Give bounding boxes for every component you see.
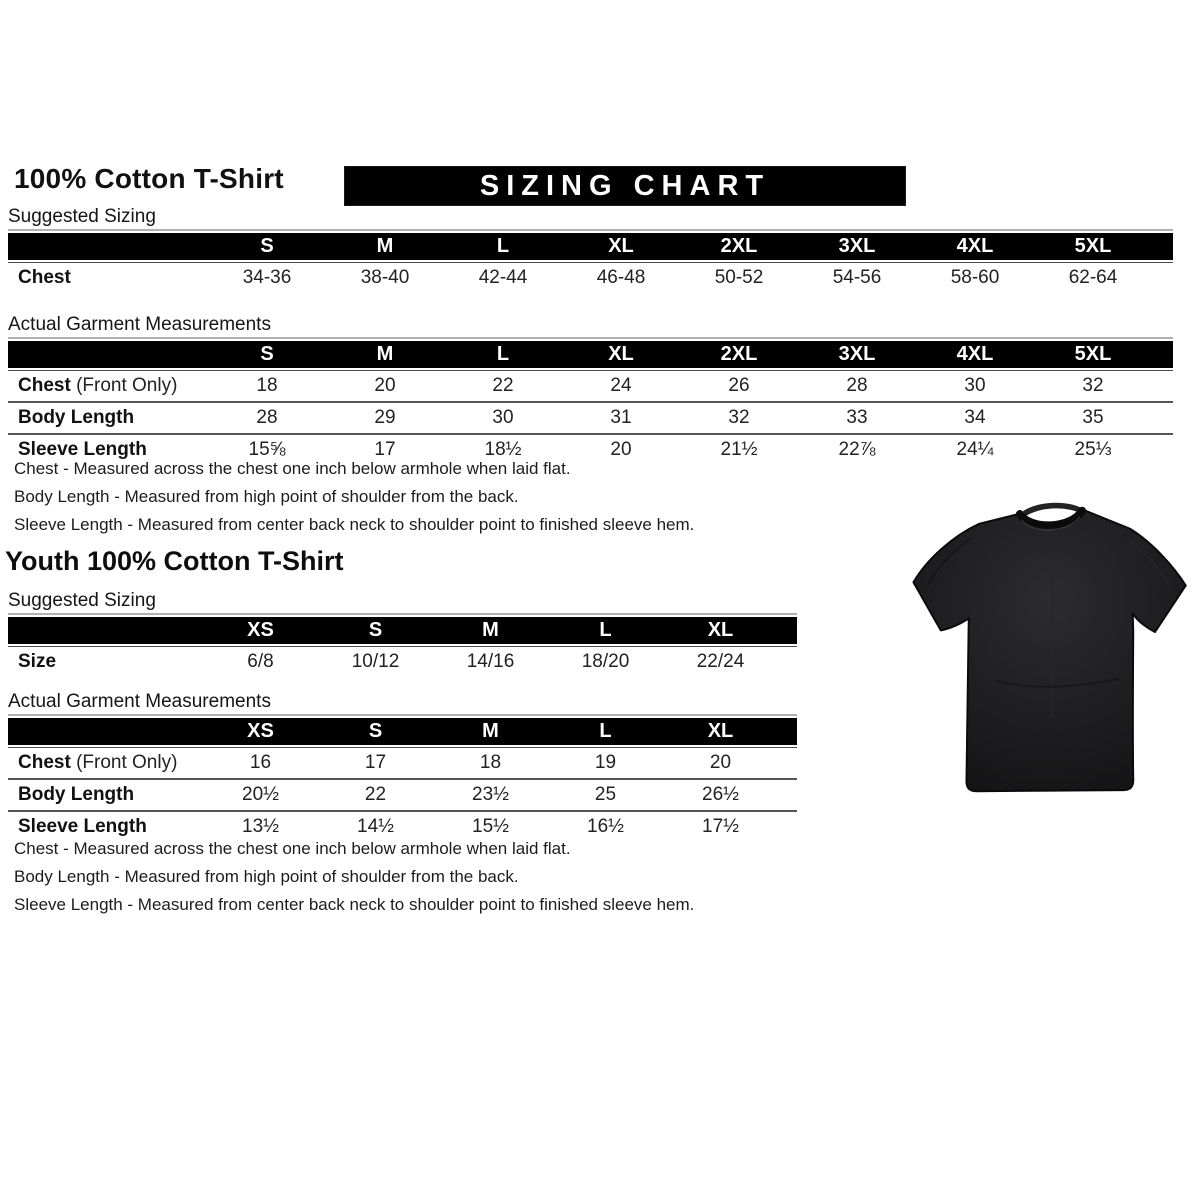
adult-actual-table <box>8 337 1173 465</box>
measurement-value: 54-56 <box>832 267 882 288</box>
size-column-header: L <box>496 235 510 257</box>
youth-actual-header-row <box>8 718 797 745</box>
table-row-body-length <box>8 778 797 810</box>
youth-section-title: Youth 100% Cotton T-Shirt <box>5 546 344 576</box>
size-column-header: S <box>368 720 383 742</box>
note-body-length: Body Length - Measured from high point of shoulder from the back. <box>14 867 519 886</box>
measurement-value: 23½ <box>472 784 509 805</box>
size-column-header: L <box>599 720 612 742</box>
table-row-chest <box>8 748 797 778</box>
size-column-header: L <box>599 619 612 641</box>
adult-actual-header-row <box>8 341 1173 368</box>
page-title: 100% Cotton T-Shirt <box>14 163 284 194</box>
size-column-header: 2XL <box>720 343 758 365</box>
measurement-value: 24¼ <box>956 439 994 460</box>
measurement-value: 17½ <box>702 816 739 837</box>
table-row-size <box>8 647 797 677</box>
measurement-value: 10/12 <box>351 651 400 672</box>
measurement-value: 38-40 <box>360 267 410 288</box>
row-label: Sleeve Length <box>18 816 147 837</box>
measurement-value: 21½ <box>720 439 758 460</box>
table-row-chest <box>8 371 1173 401</box>
note-sleeve-length: Sleeve Length - Measured from center back neck to shoulder point to finished sleeve hem. <box>14 515 695 534</box>
measurement-notes-youth <box>14 840 794 924</box>
measurement-notes-adult <box>14 460 794 544</box>
row-label: Chest (Front Only) <box>18 752 178 773</box>
measurement-value: 16½ <box>587 816 624 837</box>
table-row-body-length <box>8 401 1173 433</box>
row-label: Body Length <box>18 784 135 805</box>
youth-actual-table <box>8 714 797 842</box>
adult-suggested-label: Suggested Sizing <box>8 206 156 227</box>
measurement-value: 14½ <box>357 816 394 837</box>
measurement-value: 20 <box>374 375 396 396</box>
adult-suggested-header-row <box>8 233 1173 260</box>
measurement-value: 25 <box>594 784 617 805</box>
measurement-value: 17 <box>364 752 387 773</box>
youth-suggested-header-row <box>8 617 797 644</box>
measurement-value: 50-52 <box>714 267 764 288</box>
measurement-value: 32 <box>728 407 750 428</box>
size-column-header: XS <box>247 619 274 641</box>
measurement-value: 24 <box>610 375 632 396</box>
size-column-header: S <box>260 235 274 257</box>
measurement-value: 31 <box>610 407 632 428</box>
row-label: Chest <box>18 267 71 288</box>
tshirt-graphic <box>897 479 1193 805</box>
measurement-value: 28 <box>846 375 868 396</box>
sizing-chart-banner <box>345 167 905 205</box>
size-column-header: S <box>260 343 274 365</box>
youth-suggested-table <box>8 613 797 677</box>
size-column-header: M <box>482 619 499 641</box>
measurement-value: 28 <box>256 407 278 428</box>
measurement-value: 29 <box>374 407 396 428</box>
table-row-sleeve-length <box>8 810 797 842</box>
row-label: Chest (Front Only) <box>18 375 178 396</box>
measurement-value: 22/24 <box>696 651 745 672</box>
measurement-value: 30 <box>492 407 514 428</box>
adult-suggested-table <box>8 229 1173 293</box>
measurement-value: 16 <box>249 752 272 773</box>
row-label: Body Length <box>18 407 135 428</box>
size-column-header: XS <box>247 720 274 742</box>
size-column-header: XL <box>608 235 634 257</box>
measurement-value: 62-64 <box>1068 267 1118 288</box>
row-label: Sleeve Length <box>18 439 147 460</box>
youth-suggested-label: Suggested Sizing <box>8 590 156 611</box>
size-column-header: 2XL <box>720 235 758 257</box>
row-label: Size <box>18 651 57 672</box>
banner-label: SIZING CHART <box>479 170 771 202</box>
note-chest: Chest - Measured across the chest one inch below armhole when laid flat. <box>14 839 571 858</box>
measurement-value: 25⅓ <box>1074 439 1112 460</box>
measurement-value: 15⅝ <box>248 439 286 460</box>
measurement-value: 20 <box>709 752 732 773</box>
size-column-header: M <box>482 720 499 742</box>
measurement-value: 33 <box>846 407 868 428</box>
size-column-header: XL <box>707 619 734 641</box>
measurement-value: 46-48 <box>596 267 646 288</box>
size-column-header: S <box>368 619 383 641</box>
size-column-header: M <box>376 343 394 365</box>
measurement-value: 42-44 <box>478 267 528 288</box>
size-column-header: 4XL <box>956 343 994 365</box>
size-column-header: 3XL <box>838 343 876 365</box>
tshirt-image <box>897 479 1193 805</box>
measurement-value: 34-36 <box>242 267 292 288</box>
measurement-value: 20 <box>610 439 632 460</box>
measurement-value: 18 <box>479 752 502 773</box>
measurement-value: 19 <box>594 752 617 773</box>
measurement-value: 22 <box>492 375 514 396</box>
measurement-value: 17 <box>374 439 396 460</box>
measurement-value: 18/20 <box>581 651 630 672</box>
size-column-header: L <box>496 343 510 365</box>
measurement-value: 18½ <box>484 439 522 460</box>
note-chest: Chest - Measured across the chest one inch below armhole when laid flat. <box>14 459 571 478</box>
size-column-header: 4XL <box>956 235 994 257</box>
tshirt-body-shape <box>908 505 1188 796</box>
size-column-header: XL <box>608 343 634 365</box>
measurement-value: 22 <box>364 784 387 805</box>
adult-actual-label: Actual Garment Measurements <box>8 314 271 335</box>
measurement-value: 34 <box>964 407 986 428</box>
measurement-value: 22⅞ <box>838 439 876 460</box>
measurement-value: 58-60 <box>950 267 1000 288</box>
measurement-value: 35 <box>1082 407 1104 428</box>
measurement-value: 32 <box>1082 375 1104 396</box>
size-column-header: XL <box>707 720 734 742</box>
measurement-value: 14/16 <box>466 651 515 672</box>
size-column-header: 3XL <box>838 235 876 257</box>
size-column-header: 5XL <box>1074 343 1112 365</box>
note-sleeve-length: Sleeve Length - Measured from center back neck to shoulder point to finished sleeve hem. <box>14 895 695 914</box>
size-column-header: 5XL <box>1074 235 1112 257</box>
measurement-value: 6/8 <box>247 651 274 672</box>
measurement-value: 26½ <box>702 784 739 805</box>
table-row-chest <box>8 263 1173 293</box>
measurement-value: 30 <box>964 375 986 396</box>
size-column-header: M <box>376 235 394 257</box>
measurement-value: 13½ <box>242 816 279 837</box>
measurement-value: 26 <box>728 375 750 396</box>
measurement-value: 18 <box>256 375 278 396</box>
measurement-value: 20½ <box>242 784 279 805</box>
note-body-length: Body Length - Measured from high point of shoulder from the back. <box>14 487 519 506</box>
measurement-value: 15½ <box>472 816 509 837</box>
youth-actual-label: Actual Garment Measurements <box>8 691 271 712</box>
